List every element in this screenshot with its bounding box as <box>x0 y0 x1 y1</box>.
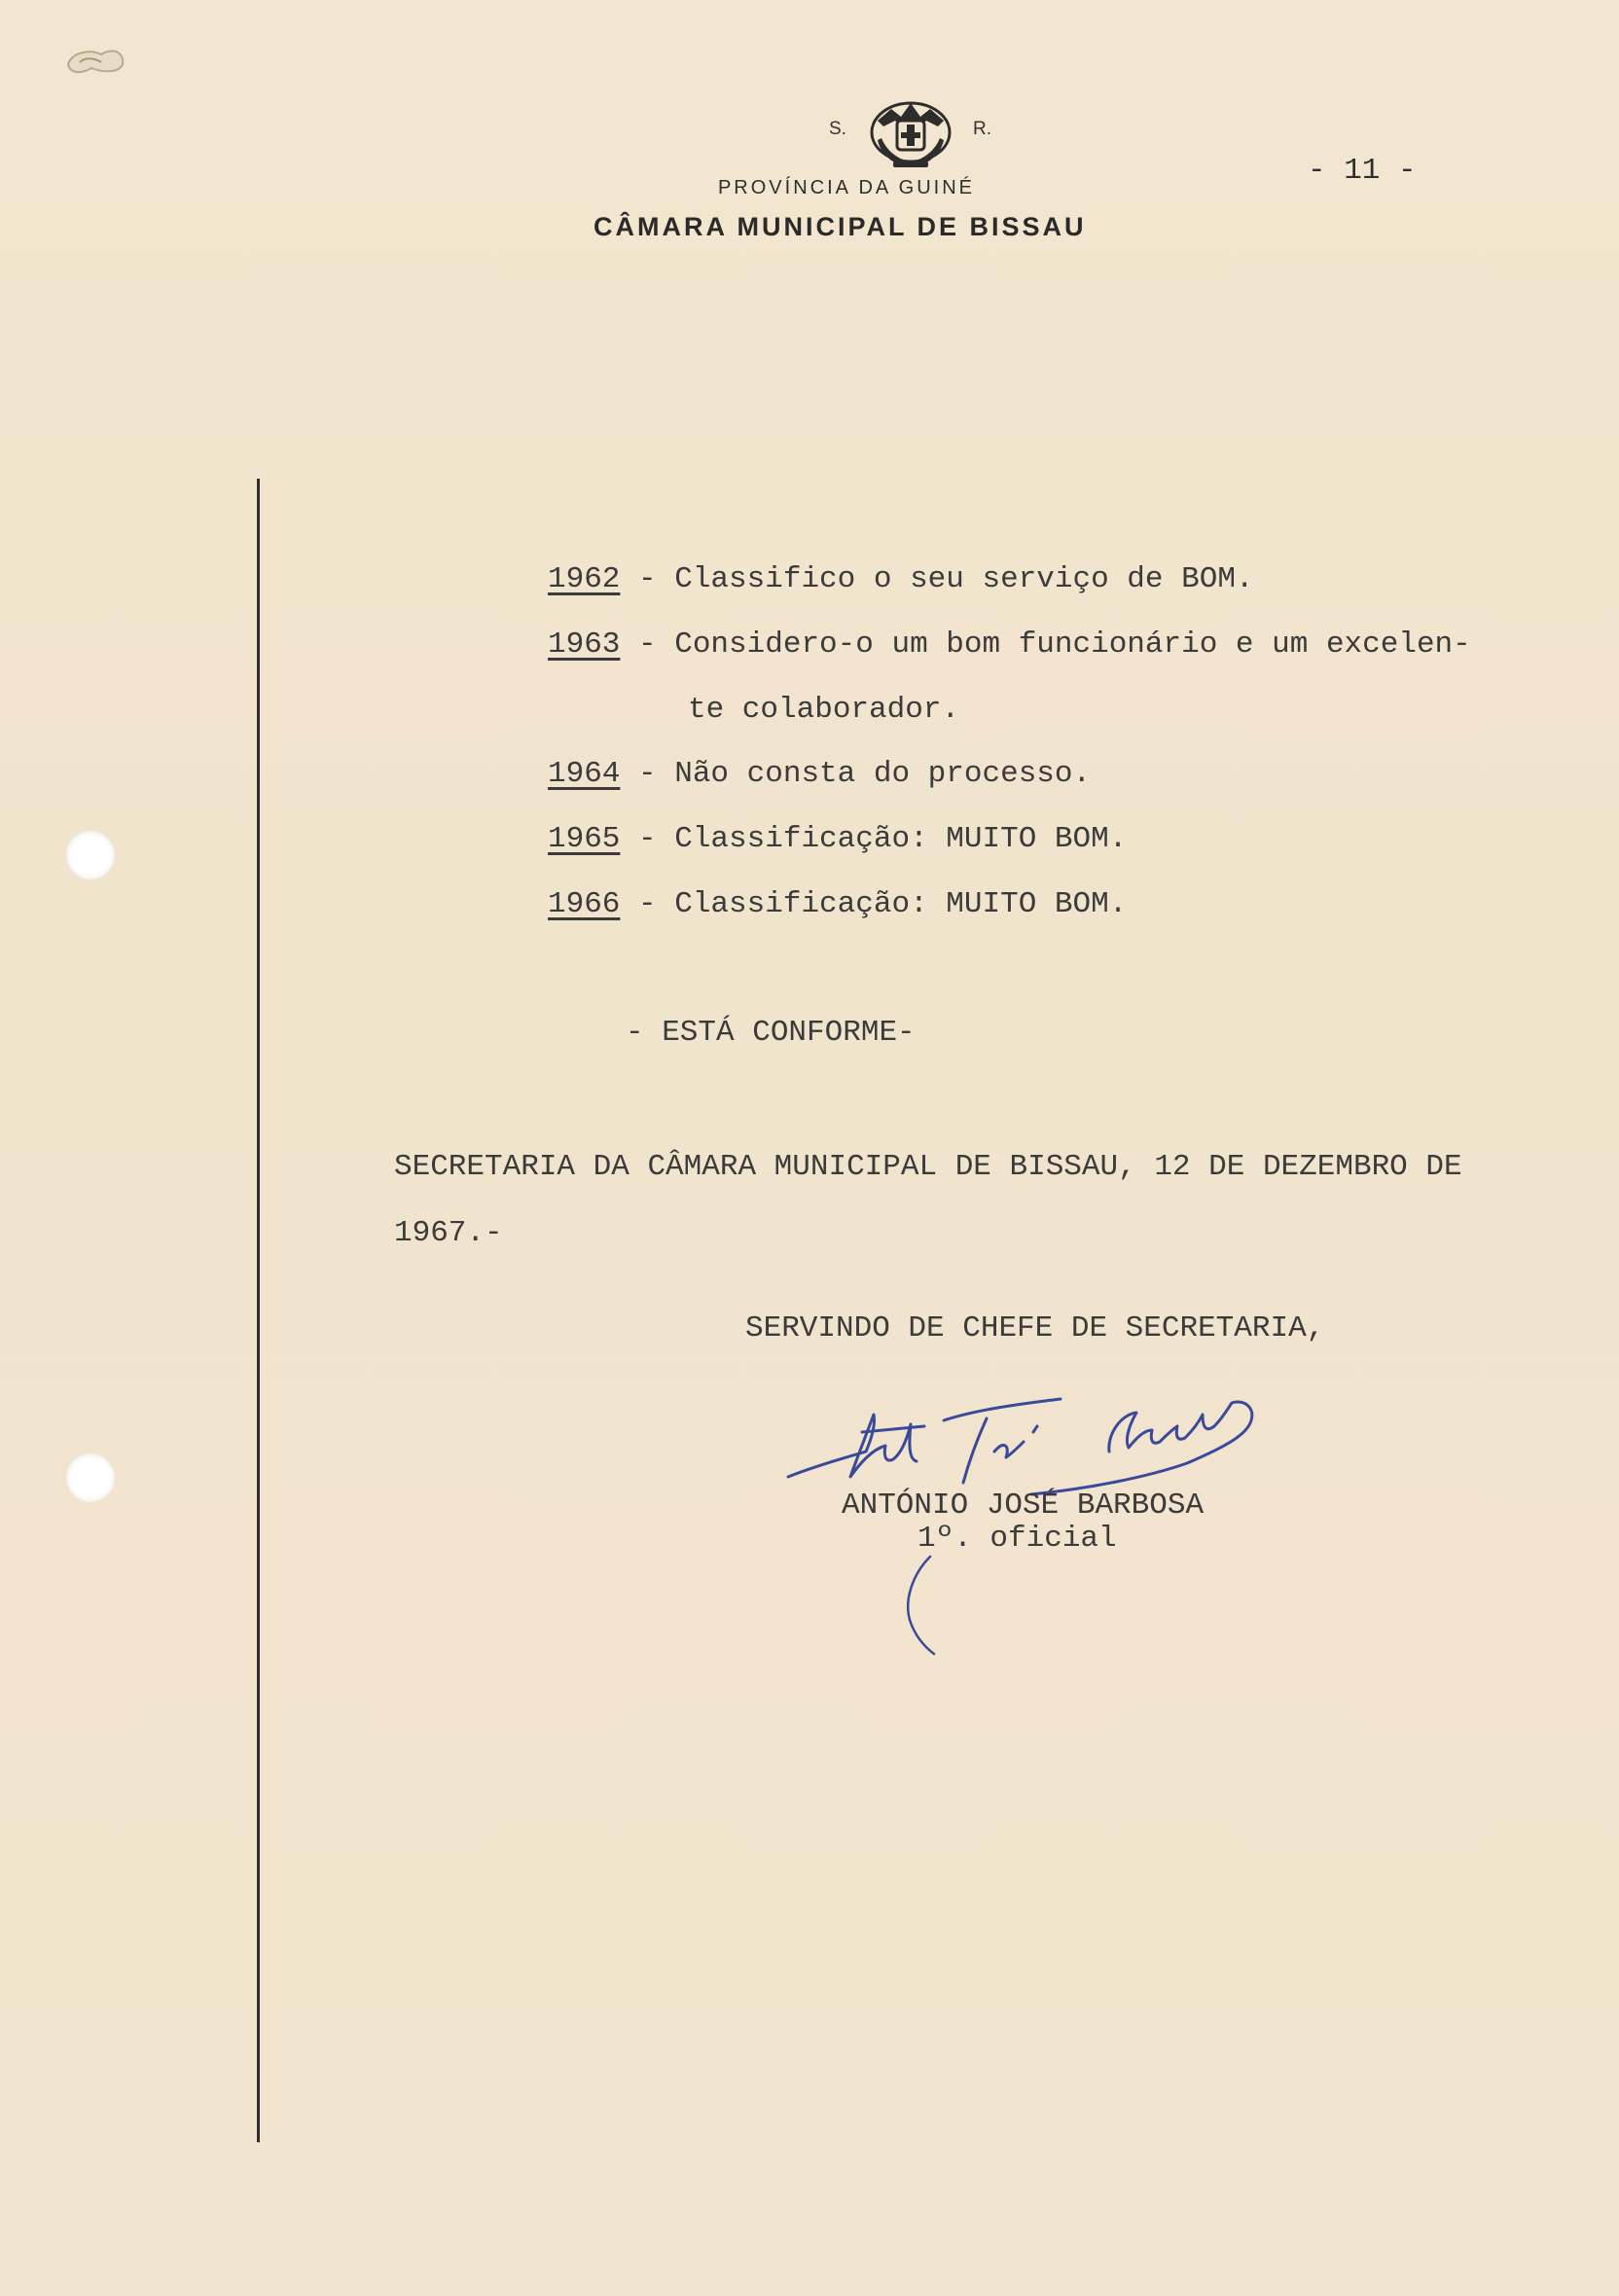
entry-year: 1963 <box>548 628 621 662</box>
entry-year: 1962 <box>548 562 621 596</box>
handwritten-signature <box>778 1362 1323 1508</box>
entry-year: 1965 <box>548 822 621 856</box>
place-date-year: 1967.- <box>394 1216 503 1250</box>
punch-hole <box>66 1453 115 1502</box>
entry-text: - Considero-o um bom funcionário e um excelen- <box>620 628 1471 662</box>
entry-1963-continuation <box>688 693 959 727</box>
province-heading: PROVÍNCIA DA GUINÉ <box>717 177 976 198</box>
place-date-line: SECRETARIA DA CÂMARA MUNICIPAL DE BISSAU, 12 DE DEZEMBRO DE <box>394 1150 1462 1184</box>
entry-1964 <box>548 757 1091 791</box>
entry-text: - Não consta do processo. <box>620 757 1092 791</box>
entry-1962 <box>548 562 1254 596</box>
page-number: - 11 - <box>1308 154 1417 188</box>
crest-left-label: S. <box>829 119 846 139</box>
conformity-statement: - ESTÁ CONFORME- <box>626 1016 916 1050</box>
entry-year: 1966 <box>548 887 621 921</box>
entry-text: - Classificação: MUITO BOM. <box>620 822 1128 856</box>
entry-1963 <box>548 628 1471 662</box>
pen-stroke-mark <box>893 1551 952 1658</box>
signer-name: ANTÓNIO JOSÉ BARBOSA <box>842 1489 1205 1523</box>
margin-rule <box>257 479 260 2142</box>
entry-1966 <box>548 887 1127 921</box>
entry-1965 <box>548 822 1127 856</box>
signer-role: SERVINDO DE CHEFE DE SECRETARIA, <box>745 1311 1325 1345</box>
punch-hole <box>66 831 115 879</box>
signer-title: 1º. oficial <box>917 1522 1117 1556</box>
entry-year: 1964 <box>548 757 621 791</box>
coat-of-arms-icon <box>864 91 957 171</box>
crest-right-label: R. <box>973 119 991 139</box>
chamber-heading: CÂMARA MUNICIPAL DE BISSAU <box>594 212 1087 241</box>
entry-text: te colaborador. <box>688 693 960 727</box>
stain-mark <box>62 39 130 82</box>
entry-text: - Classificação: MUITO BOM. <box>620 887 1128 921</box>
letterhead-crest <box>798 91 1002 171</box>
entry-text: - Classifico o seu serviço de BOM. <box>620 562 1254 596</box>
